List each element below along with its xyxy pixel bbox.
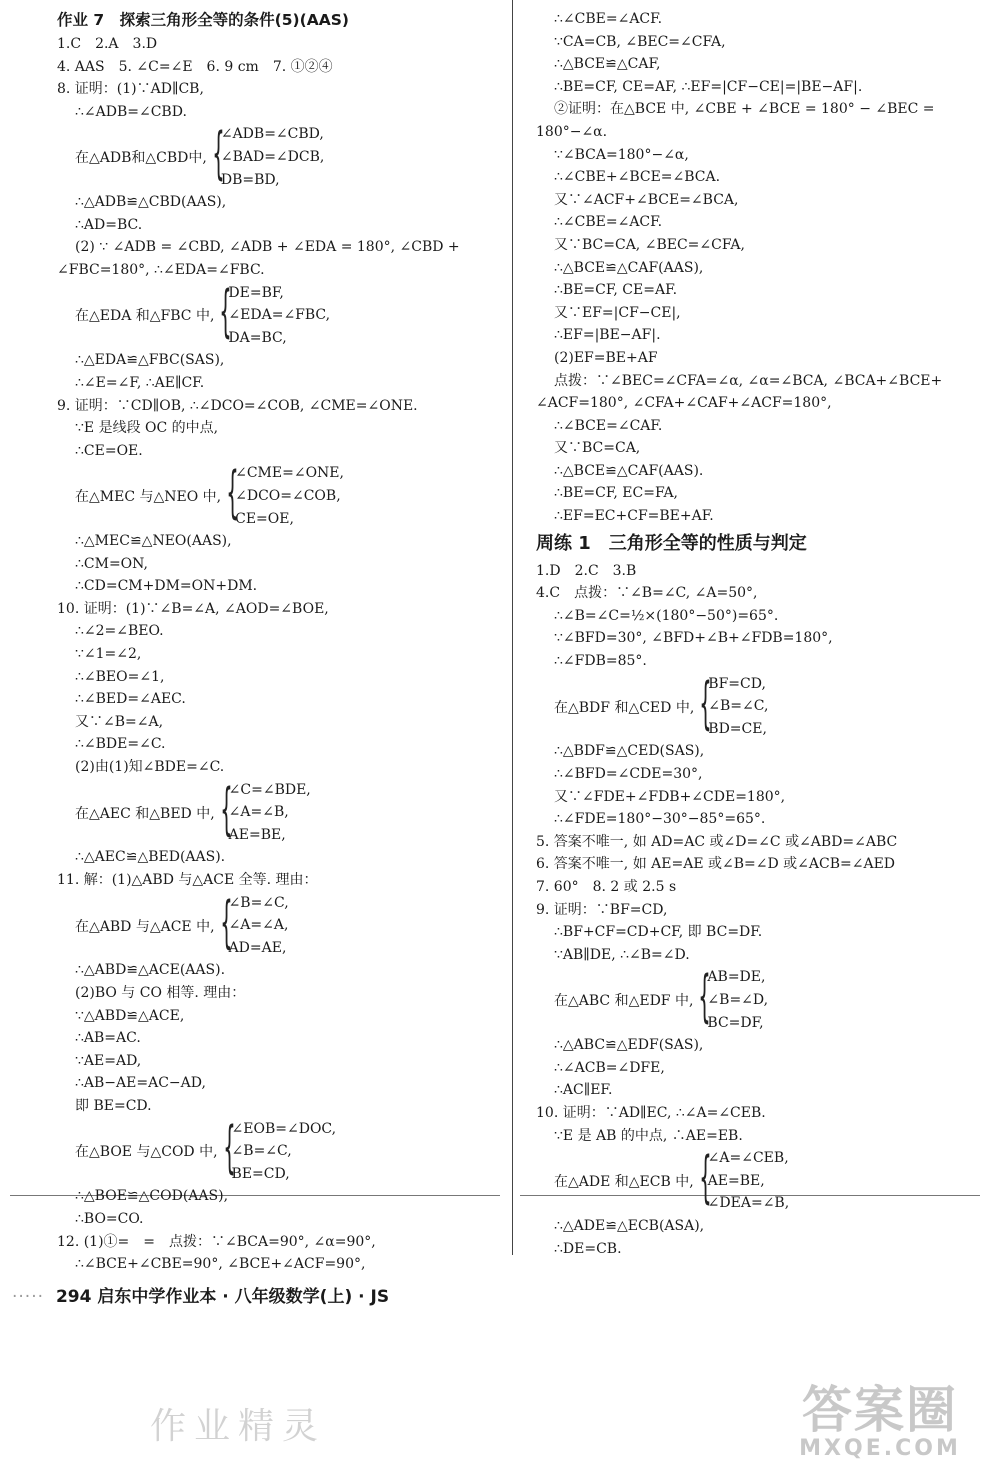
system-conditions [233,462,344,530]
footer-dots: ····· [12,1287,45,1307]
text-line: ∵∠BCA=180°−∠α, [554,146,689,163]
brace-icon: { [698,1145,712,1211]
system-condition: AD=AE, [228,939,287,956]
text-line: ∴DE=CB. [554,1240,622,1257]
system-condition: AE=BE, [707,1172,765,1189]
text-line: 11. 解：(1)△ABD 与△ACE 全等. 理由： [57,872,318,889]
equation-system [536,670,966,741]
brace-icon: { [699,670,713,736]
system-condition: ∠ADB=∠CBD, [220,126,324,143]
brace-icon: { [212,121,225,187]
system-label: 在△ABD 与△ACE 中, [75,918,215,935]
brace-icon: { [698,964,712,1030]
system-condition: DA=BC, [228,329,287,346]
brace-icon: { [219,776,233,842]
system-condition: ∠B=∠C, [231,1143,292,1160]
text-line: ∴EF=EC+CF=BE+AF. [554,508,714,525]
text-line: 又∵∠ACF+∠BCE=∠BCA, [554,191,739,208]
text-line: ∵E 是线段 OC 的中点, [75,420,219,437]
text-line: ∴∠B=∠C=½×(180°−50°)=65°. [554,607,779,624]
text-line: ∴∠2=∠BEO. [75,623,164,640]
text-line: ∵∠BFD=30°, ∠BFD+∠B+∠FDB=180°, [554,630,833,647]
system-conditions [226,282,330,350]
text-line: (2)EF=BE+AF [554,349,658,366]
watermark-right [780,1370,980,1461]
text-line: ∴△EDA≌△FBC(SAS), [75,352,225,369]
text-line: ∴CD=CM+DM=ON+DM. [75,578,258,595]
column-divider [512,0,513,1255]
system-condition: ∠B=∠C, [708,698,769,715]
text-line: ∴EF=|BE−AF|. [554,327,661,344]
system-conditions [227,892,289,960]
text-line: 又∵BC=CA, ∠BEC=∠CFA, [554,236,745,253]
text-line: 又∵∠B=∠A, [75,713,164,730]
system-condition: ∠A=∠A, [228,917,289,934]
text-line: ∴BO=CO. [75,1210,144,1227]
text-line: ∴BF+CF=CD+CF, 即 BC=DF. [554,924,763,941]
left-column [57,8,502,1276]
system-condition: DB=BD, [220,171,280,188]
text-line: ∴AC∥EF. [554,1082,613,1099]
equation-system [57,1115,502,1186]
system-conditions [230,1118,337,1186]
text-line: ∠ACF=180°, ∠CFA+∠CAF+∠ACF=180°, [536,395,832,412]
equation-system [57,776,502,847]
section-heading: 周练 1 三角形全等的性质与判定 [536,532,807,554]
system-label: 在△MEC 与△NEO 中, [75,489,222,506]
text-line: ∴∠CBE=∠ACF. [554,214,663,231]
text-line: 4.C 点拨：∵∠B=∠C, ∠A=50°, [536,585,758,602]
text-line: ∴△ADB≌△CBD(AAS), [75,194,227,211]
system-label: 在△EDA 和△FBC 中, [75,308,215,325]
text-line: 1.C 2.A 3.D [57,36,158,52]
system-label: 在△BDF 和△CED 中, [554,699,695,716]
system-condition: BD=CE, [708,720,767,737]
system-condition: BC=DF, [707,1014,764,1031]
text-line: ∴△ABC≌△EDF(SAS), [554,1037,704,1054]
system-condition: ∠BAD=∠DCB, [220,148,325,165]
text-line: 又∵BC=CA, [554,440,641,457]
brace-icon: { [219,279,233,345]
text-line: 5. 答案不唯一, 如 AD=AC 或∠D=∠C 或∠ABD=∠ABC [536,833,898,850]
system-condition: ∠EOB=∠DOC, [231,1120,337,1137]
system-condition: AB=DE, [707,969,766,986]
system-conditions [219,123,325,191]
text-line: ∴∠CBE+∠BCE=∠BCA. [554,169,721,186]
text-line: 9. 证明：∵CD∥OB, ∴∠DCO=∠COB, ∠CME=∠ONE. [57,397,418,414]
system-label: 在△ADB和△CBD中, [75,150,207,167]
system-condition: AE=BE, [228,826,286,843]
text-line: ∵E 是 AB 的中点, ∴AE=EB. [554,1127,743,1144]
system-conditions [227,779,311,847]
text-line: ∴BE=CF, EC=FA, [554,485,679,502]
text-line: ∴△BCE≌△CAF, [554,56,661,73]
page-number: 294 [55,1287,92,1307]
text-line: ∴△MEC≌△NEO(AAS), [75,533,232,550]
text-line: 点拨：∵∠BEC=∠CFA=∠α, ∠α=∠BCA, ∠BCA+∠BCE+ [554,372,943,389]
text-line: ∵AB∥DE, ∴∠B=∠D. [554,946,690,963]
text-line: ∴△ABD≌△ACE(AAS). [75,962,226,979]
text-line: ∴△ADE≌△ECB(ASA), [554,1217,705,1234]
system-condition: ∠B=∠C, [228,894,289,911]
text-line: ∴∠ADB=∠CBD. [75,103,187,120]
watermark-url: MXQE.COM [799,1436,961,1461]
system-conditions [706,673,768,741]
equation-system [57,889,502,960]
equation-system [57,462,502,530]
system-condition: ∠EDA=∠FBC, [228,307,331,324]
text-line: ∴∠BDE=∠C. [75,736,166,753]
watermark-logo-text: 答案圈 [802,1381,958,1439]
text-line: ∵AE=AD, [75,1052,142,1069]
system-conditions [705,966,768,1034]
text-line: ∵△ABD≌△ACE, [75,1007,185,1024]
text-line: (2)BO 与 CO 相等. 理由： [75,985,246,1002]
text-line: ∴∠ACB=∠DFE, [554,1059,665,1076]
text-line: (2) ∵ ∠ADB = ∠CBD, ∠ADB + ∠EDA = 180°, ∠CBD + [75,239,460,256]
system-label: 在△ADE 和△ECB 中, [554,1174,694,1191]
text-line: 9. 证明：∵BF=CD, [536,901,668,918]
text-line: ∴AD=BC. [75,216,143,233]
system-condition: ∠A=∠CEB, [707,1150,789,1167]
system-condition: ∠C=∠BDE, [228,781,311,798]
text-line: ∴∠BCE+∠CBE=90°, ∠BCE+∠ACF=90°, [75,1256,366,1273]
text-line: 8. 证明：(1)∵AD∥CB, [57,81,204,98]
footer-line [12,1282,389,1307]
text-line: ∴CE=OE. [75,442,143,459]
system-condition: DE=BF, [228,284,284,301]
text-line: ∴∠FDB=85°. [554,653,647,670]
system-label: 在△BOE 与△COD 中, [75,1144,218,1161]
system-condition: CE=OE, [235,510,294,527]
text-line: ∴△AEC≌△BED(AAS). [75,849,226,866]
text-line: ∴△BCE≌△CAF(AAS), [554,259,704,276]
text-line: ∴△BDF≌△CED(SAS), [554,743,705,760]
system-condition: BF=CD, [708,675,766,692]
brace-icon: { [219,889,233,955]
equation-system [57,123,502,191]
text-line: 又∵EF=|CF−CE|, [554,304,681,321]
text-line: 7. 60° 8. 2 或 2.5 s [536,878,677,895]
text-line: ∴BE=CF, CE=AF. [554,282,678,299]
text-line: 又∵∠FDE+∠FDB+∠CDE=180°, [554,788,786,805]
text-line: ∴CM=ON, [75,555,148,572]
section-heading: 作业 7 探索三角形全等的条件(5)(AAS) [57,11,349,29]
text-line: 4. AAS 5. ∠C=∠E 6. 9 cm 7. ①②④ [57,58,333,75]
equation-system [536,1147,966,1215]
equation-system [536,966,966,1034]
text-line: ∴∠BED=∠AEC. [75,691,186,708]
text-line: 即 BE=CD. [75,1097,152,1114]
text-line: ∴AB−AE=AC−AD, [75,1075,206,1092]
text-line: 1.D 2.C 3.B [536,562,637,579]
system-condition: ∠CME=∠ONE, [235,465,344,482]
system-condition: ∠B=∠D, [707,991,769,1008]
text-line: ∴AB=AC. [75,1030,141,1047]
text-line: ∴∠E=∠F, ∴AE∥CF. [75,374,205,391]
text-line: 12. (1)①= = 点拨：∵∠BCA=90°, ∠α=90°, [57,1233,376,1250]
right-column [536,8,966,1260]
equation-system [57,279,502,350]
brace-icon: { [222,1115,236,1181]
brace-icon: { [226,460,239,526]
system-label: 在△AEC 和△BED 中, [75,805,215,822]
text-line: ∴△BCE≌△CAF(AAS). [554,462,704,479]
text-line: (2)由(1)知∠BDE=∠C. [75,759,225,776]
text-line: ∴∠BEO=∠1, [75,668,165,685]
text-line: ∴∠FDE=180°−30°−85°=65°. [554,811,766,828]
watermark-left: 作业精灵 [150,1406,327,1447]
text-line: ∴∠BFD=∠CDE=30°, [554,766,703,783]
system-condition: ∠DCO=∠COB, [235,487,341,504]
system-condition: ∠DEA=∠B, [707,1195,790,1212]
text-line: ∴BE=CF, CE=AF, ∴EF=|CF−CE|=|BE−AF|. [554,78,863,95]
system-label: 在△ABC 和△EDF 中, [554,993,694,1010]
text-line: ∴∠CBE=∠ACF. [554,11,663,27]
text-line: ∴△BOE≌△COD(AAS), [75,1188,229,1205]
text-line: ∵CA=CB, ∠BEC=∠CFA, [554,33,726,50]
text-line: 10. 证明：∵AD∥EC, ∴∠A=∠CEB. [536,1104,766,1121]
text-line: ②证明：在△BCE 中, ∠CBE + ∠BCE = 180° − ∠BEC = [554,101,935,118]
text-line: 180°−∠α. [536,123,608,140]
text-line: 6. 答案不唯一, 如 AE=AE 或∠B=∠D 或∠ACB=∠AED [536,856,896,873]
system-condition: BE=CD, [231,1165,290,1182]
text-line: 10. 证明：(1)∵∠B=∠A, ∠AOD=∠BOE, [57,600,329,617]
system-conditions [706,1147,789,1215]
book-title: 启东中学作业本 · 八年级数学(上) · JS [97,1287,390,1307]
text-line: ∴∠BCE=∠CAF. [554,417,663,434]
text-line: ∠FBC=180°, ∴∠EDA=∠FBC. [57,261,265,278]
system-condition: ∠A=∠B, [228,804,289,821]
text-line: ∵∠1=∠2, [75,646,142,663]
